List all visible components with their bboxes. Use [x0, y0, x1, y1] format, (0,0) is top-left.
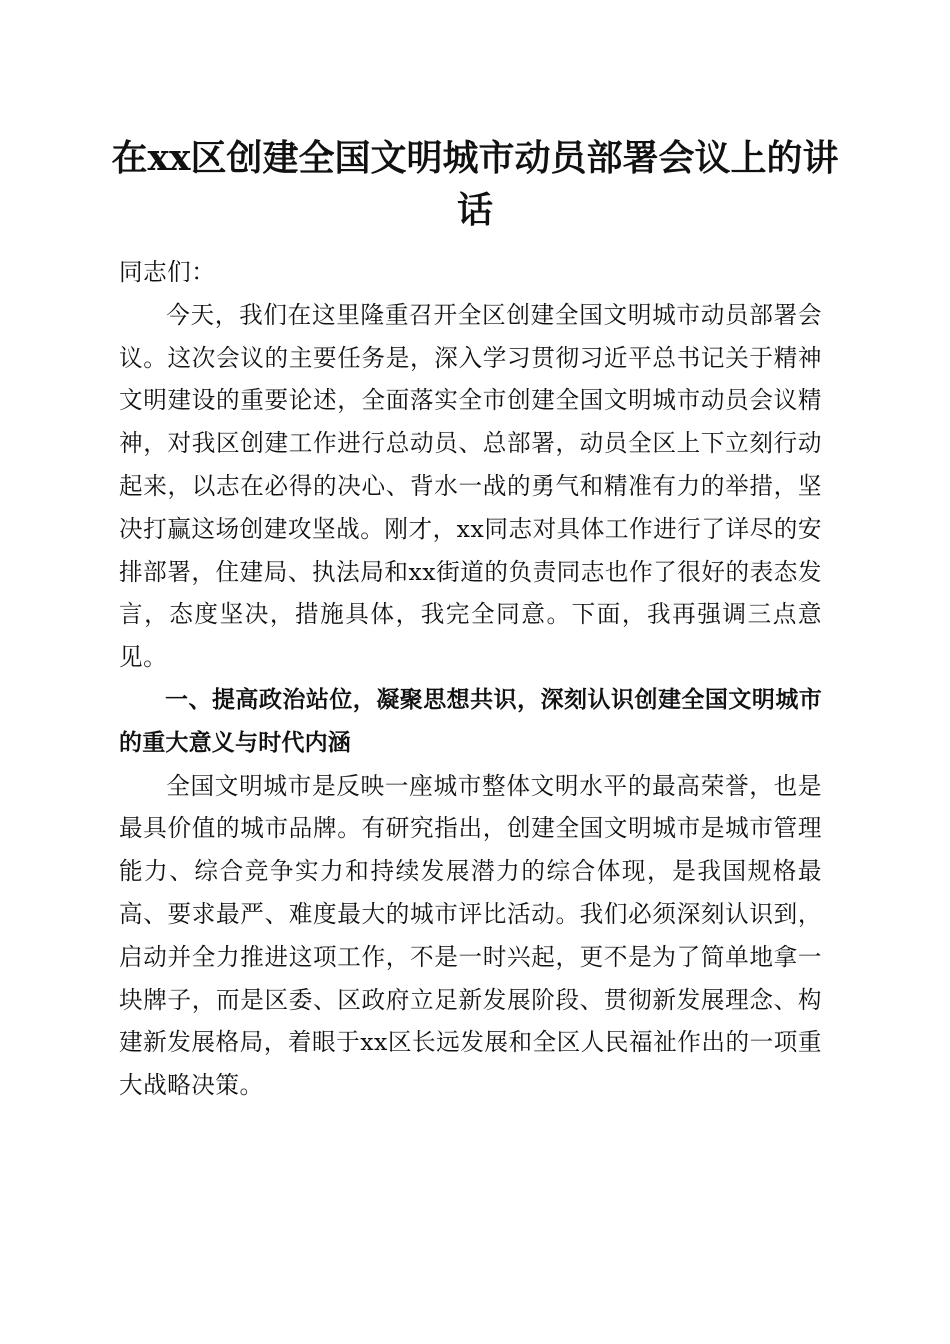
section-paragraph: 全国文明城市是反映一座城市整体文明水平的最高荣誉，也是最具价值的城市品牌。有研究指出，创建全国文明城市是城市管理能力、综合竞争实力和持续发展潜力的综合体现，是我国规格最高、要求最严、难度最大的城市评比活动。我们必须深刻认识到，启动并全力推进这项工作，不是一时兴起，更不是为了简单地拿一块牌子，而是区委、区政府立足新发展阶段、贯彻新发展理念、构建新发展格局，着眼于xx区长远发展和全区人民福祉作出的一项重大战略决策。: [119, 771, 822, 1100]
section-heading: 一、提高政治站位，凝聚思想共识，深刻认识创建全国文明城市的重大意义与时代内涵: [119, 686, 822, 756]
document-title: 在xx区创建全国文明城市动员部署会议上的讲话: [111, 137, 839, 231]
document-body: [119, 251, 822, 1107]
salutation: 同志们：: [119, 258, 216, 286]
opening-paragraph: 今天，我们在这里隆重召开全区创建全国文明城市动员部署会议。这次会议的主要任务是，深入学习贯彻习近平总书记关于精神文明建设的重要论述，全面落实全市创建全国文明城市动员会议精神，对我区创建工作进行总动员、总部署，动员全区上下立刻行动起来，以志在必得的决心、背水一战的勇气和精准有力的举措，坚决打赢这场创建攻坚战。刚才，xx同志对具体工作进行了详尽的安排部署，住建局、执法局和xx街道的负责同志也作了很好的表态发言，态度坚决，措施具体，我完全同意。下面，我再强调三点意见。: [119, 300, 822, 672]
